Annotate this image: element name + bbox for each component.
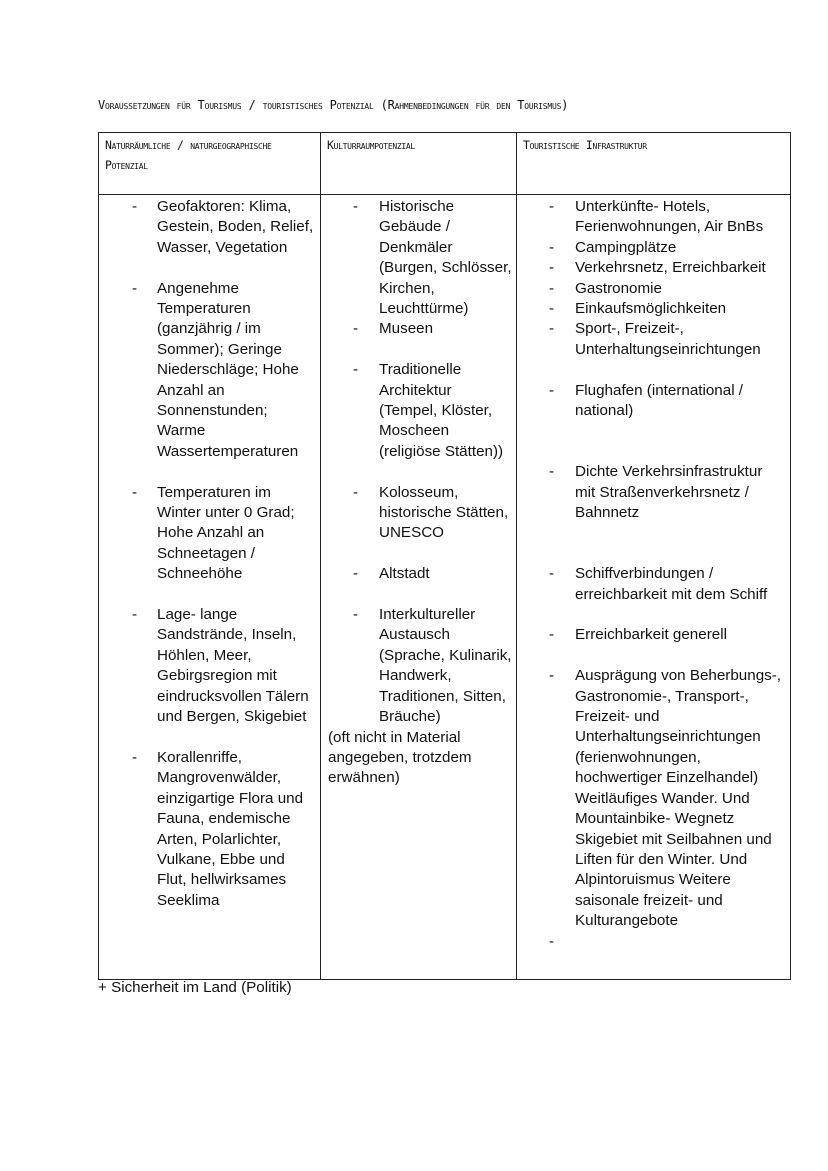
list-item: - Campingplätze [517, 238, 790, 258]
bullet: - [549, 300, 555, 318]
bullet: - [549, 932, 555, 950]
list-item: - Traditionelle Architektur (Tempel, Klöster, Moscheen (religiöse Stätten)) [321, 360, 516, 462]
bullet: - [353, 198, 359, 215]
list-item: - Schiffverbindungen / erreichbarkeit mit dem Schiff [517, 564, 790, 605]
content-row [99, 195, 791, 980]
bullet: - [549, 238, 555, 256]
list-item: - Historische Gebäude / Denkmäler (Burgen, Schlösser, Kirchen, Leuchttürme) [321, 197, 516, 319]
tourism-table [98, 132, 791, 980]
list-item: - Verkehrsnetz, Erreichbarkeit [517, 258, 790, 278]
bullet: - [132, 198, 138, 215]
bullet: - [549, 463, 555, 481]
list-item [517, 932, 790, 952]
bullet: - [549, 626, 555, 644]
list-item: - Museen [321, 319, 516, 339]
list-item: - Sport-, Freizeit-, Unterhaltungseinrichtungen [517, 319, 790, 360]
bullet: - [549, 259, 555, 277]
header-natural: Naturräumliche / naturgeographische Potenzial [99, 133, 321, 195]
list-item: - Flughafen (international / national) [517, 381, 790, 422]
list-item: - Unterkünfte- Hotels, Ferienwohnungen, Air BnBs [517, 197, 790, 238]
list-item: - Erreichbarkeit generell [517, 625, 790, 645]
list-item: - Lage- lange Sandstrände, Inseln, Höhlen, Meer, Gebirgsregion mit eindrucksvollen Tälern und Bergen, Skigebiet [99, 605, 320, 727]
cultural-note: (oft nicht in Material angegeben, trotzdem erwähnen) [328, 728, 472, 787]
bullet: - [549, 198, 555, 215]
bullet: - [549, 667, 555, 685]
list-item: - Ausprägung von Beherbungs-, Gastronomie-, Transport-, Freizeit- und Unterhaltungseinrichtungen (ferienwohnungen, hochwertiger Einzelhandel) Weitläufiges Wander. Und Mountainbike- Wegnetz Skigebiet mit Seilbahnen und Liften für den Winter. Und Alpintoruismus Weitere saisonale freizeit- und Kulturangebote [517, 666, 790, 931]
bullet: - [549, 565, 555, 583]
natural-cell [99, 195, 321, 980]
bullet: - [353, 565, 359, 583]
bullet: - [353, 320, 359, 338]
list-item: - Einkaufsmöglichkeiten [517, 299, 790, 319]
list-item: - Altstadt [321, 564, 516, 584]
bullet: - [549, 381, 555, 399]
bullet: - [353, 361, 359, 379]
list-item: - Gastronomie [517, 279, 790, 299]
footer-note: + Sicherheit im Land (Politik) [98, 979, 292, 996]
cultural-cell [321, 195, 517, 980]
list-item: - Kolosseum, historische Stätten, UNESCO [321, 483, 516, 544]
list-item: - Temperaturen im Winter unter 0 Grad; Hohe Anzahl an Schneetagen / Schneehöhe [99, 483, 320, 585]
bullet: - [132, 748, 138, 766]
bullet: - [132, 483, 138, 501]
list-item: - Geofaktoren: Klima, Gestein, Boden, Relief, Wasser, Vegetation [99, 197, 320, 258]
bullet: - [353, 606, 359, 624]
bullet: - [353, 483, 359, 501]
bullet: - [549, 279, 555, 297]
list-item: - Korallenriffe, Mangrovenwälder, einzigartige Flora und Fauna, endemische Arten, Polarlichter, Vulkane, Ebbe und Flut, hellwirksames Seeklima [99, 748, 320, 911]
list-item: - Angenehme Temperaturen (ganzjährig / im Sommer); Geringe Niederschläge; Hohe Anzahl an Sonnenstunden; Warme Wassertemperaturen [99, 279, 320, 463]
header-cultural: Kulturraumpotenzial [321, 133, 517, 195]
bullet: - [132, 279, 138, 297]
header-row [99, 133, 791, 195]
page-title: Voraussetzungen für Tourismus / touristisches Potenzial (Rahmenbedingungen für den Tourismus) [98, 98, 569, 112]
list-item: - Interkultureller Austausch (Sprache, Kulinarik, Handwerk, Traditionen, Sitten, Bräuche) [321, 605, 516, 727]
bullet: - [132, 606, 138, 624]
header-infrastructure: Touristische Infrastruktur [517, 133, 791, 195]
bullet: - [549, 320, 555, 338]
list-item: - Dichte Verkehrsinfrastruktur mit Straßenverkehrsnetz / Bahnnetz [517, 462, 790, 523]
infrastructure-cell [517, 195, 791, 980]
